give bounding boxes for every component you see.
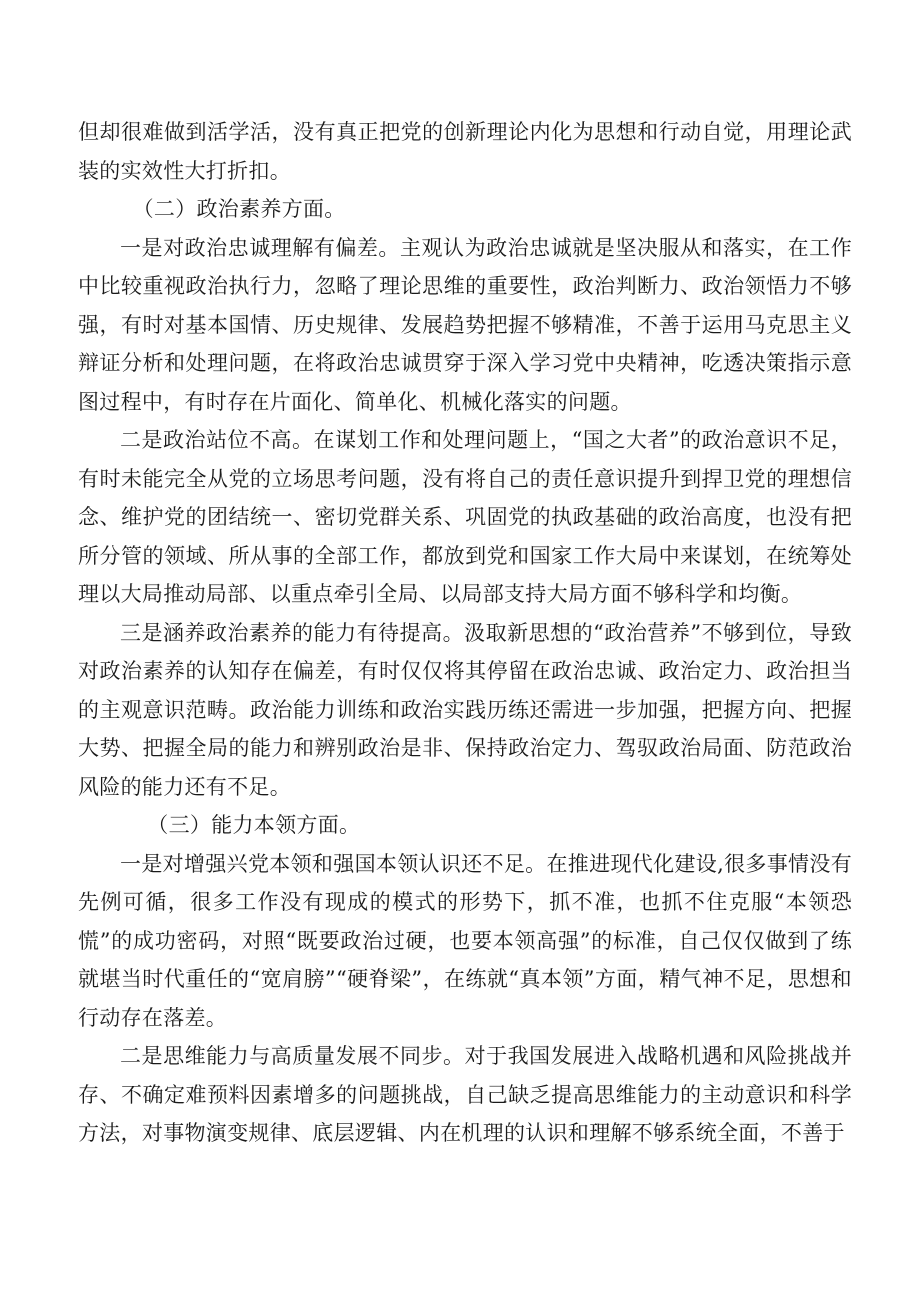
paragraph-ability-awareness: 一是对增强兴党本领和强国本领认识还不足。在推进现代化建设,很多事情没有先例可循，很多工作没有现成的模式的形势下，抓不准，也抓不住克服“本领恐慌”的成功密码，对照“既要政治过硬，也要本领高强”的标准，自己仅仅做到了练就堪当时代重任的“宽肩膀”“硬脊梁”，在练就“真本领”方面，精气神不足，思想和行动存在落差。 bbox=[78, 851, 852, 1030]
paragraph-political-cultivation: 三是涵养政治素养的能力有待提高。汲取新思想的“政治营养”不够到位，导致对政治素养的认知存在偏差，有时仅仅将其停留在政治忠诚、政治定力、政治担当的主观意识范畴。政治能力训练和政治实践历练还需进一步加强，把握方向、把握大势、把握全局的能力和辨别政治是非、保持政治定力、驾驭政治局面、防范政治风险的能力还有不足。 bbox=[78, 620, 852, 799]
paragraph-political-stance: 二是政治站位不高。在谋划工作和处理问题上，“国之大者”的政治意识不足，有时未能完全从党的立场思考问题，没有将自己的责任意识提升到捍卫党的理想信念、维护党的团结统一、密切党群关系、巩固党的执政基础的政治高度，也没有把所分管的领域、所从事的全部工作，都放到党和国家工作大局中来谋划，在统筹处理以大局推动局部、以重点牵引全局、以局部支持大局方面不够科学和均衡。 bbox=[78, 428, 852, 606]
document-body bbox=[78, 113, 852, 1153]
section-heading-ability: （三）能力本领方面。 bbox=[147, 813, 361, 837]
paragraph-thinking-ability: 二是思维能力与高质量发展不同步。对于我国发展进入战略机遇和风险挑战并存、不确定难预料因素增多的问题挑战，自己缺乏提高思维能力的主动意识和科学方法，对事物演变规律、底层逻辑、内在机理的认识和理解不够系统全面，不善于 bbox=[78, 1044, 852, 1145]
paragraph-political-loyalty: 一是对政治忠诚理解有偏差。主观认为政治忠诚就是坚决服从和落实，在工作中比较重视政治执行力，忽略了理论思维的重要性，政治判断力、政治领悟力不够强，有时对基本国情、历史规律、发展趋势把握不够精准，不善于运用马克思主义辩证分析和处理问题，在将政治忠诚贯穿于深入学习党中央精神，吃透决策指示意图过程中，有时存在片面化、简单化、机械化落实的问题。 bbox=[78, 235, 852, 414]
paragraph-continuation: 但却很难做到活学活，没有真正把党的创新理论内化为思想和行动自觉，用理论武装的实效性大打折扣。 bbox=[78, 120, 852, 183]
section-heading-political-literacy: （二）政治素养方面。 bbox=[132, 197, 346, 221]
